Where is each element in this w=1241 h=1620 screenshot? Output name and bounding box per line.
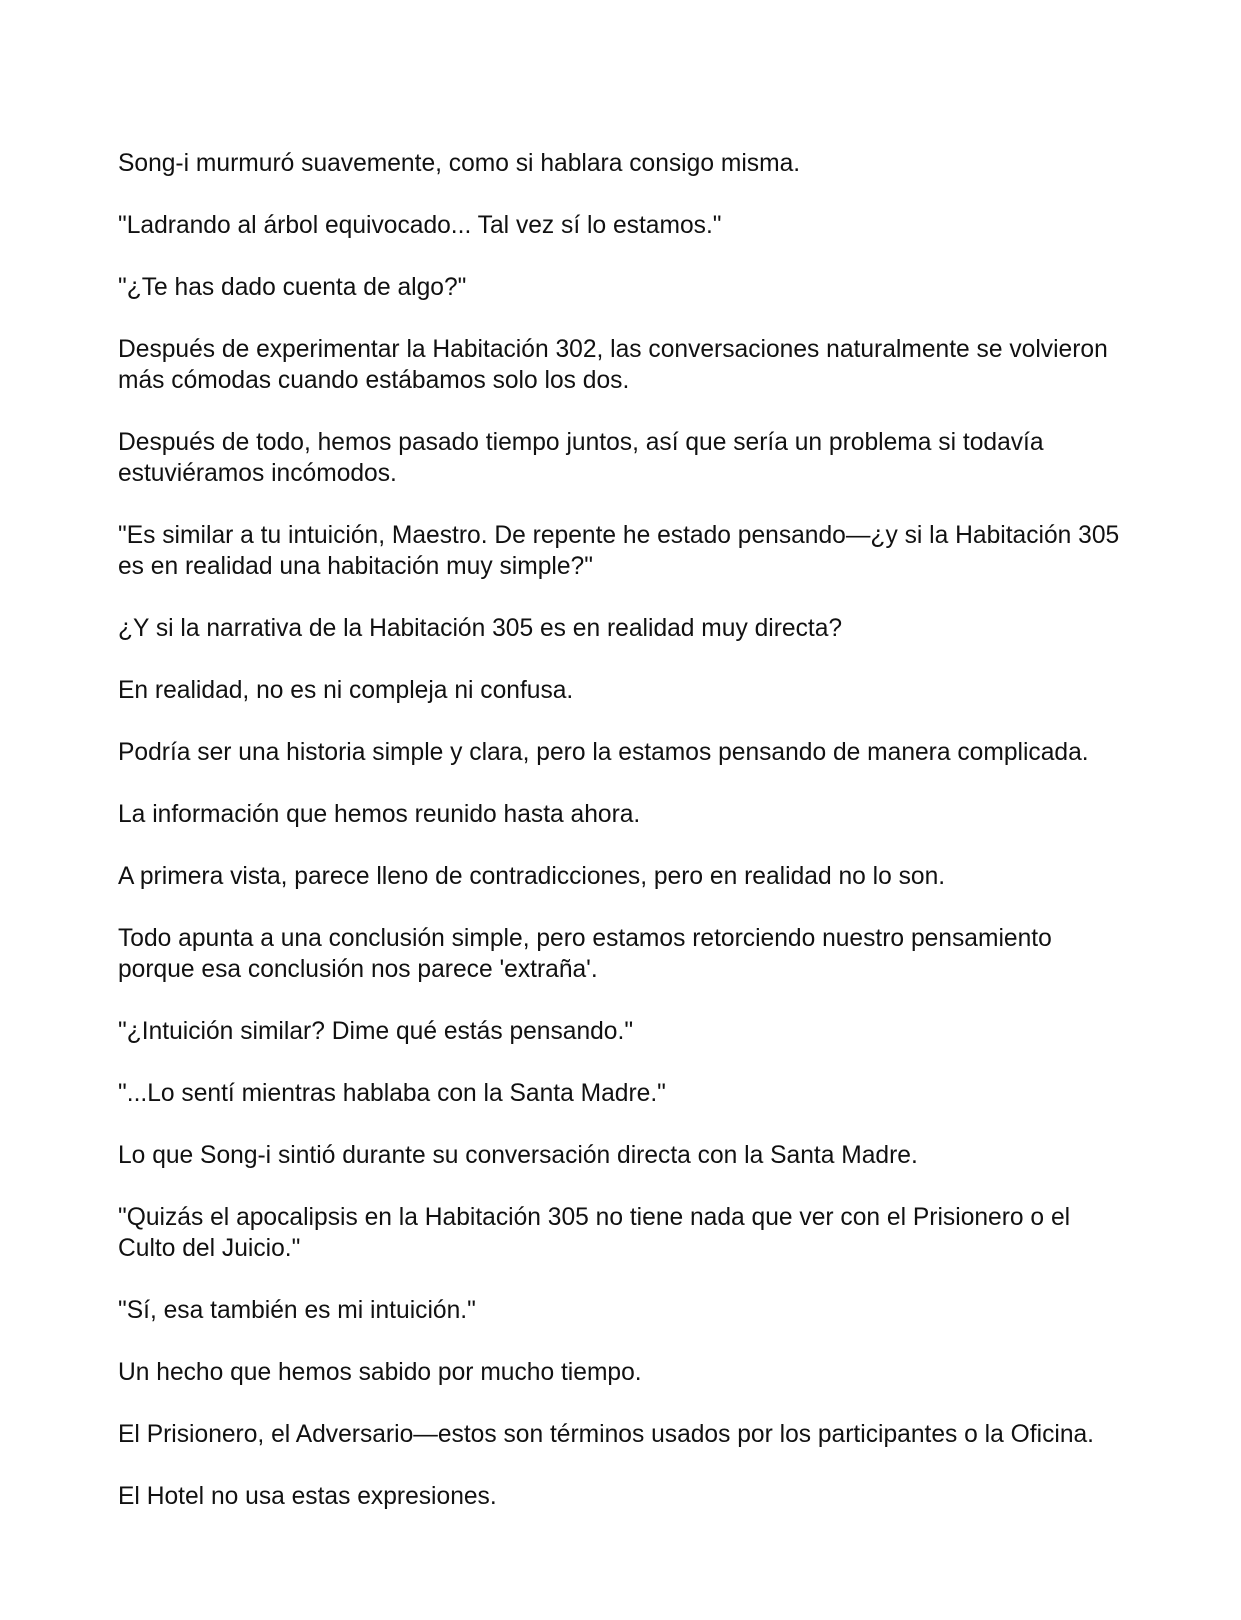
paragraph: "...Lo sentí mientras hablaba con la Santa Madre."	[118, 1080, 666, 1107]
paragraph: "Quizás el apocalipsis en la Habitación 305 no tiene nada que ver con el Prisionero o el Culto del Juicio."	[118, 1204, 1071, 1262]
paragraph: El Hotel no usa estas expresiones.	[118, 1483, 497, 1510]
paragraph: Todo apunta a una conclusión simple, pero estamos retorciendo nuestro pensamiento porque esa conclusión nos parece 'extraña'.	[118, 925, 1052, 983]
document-body	[118, 148, 1123, 1543]
paragraph: ¿Y si la narrativa de la Habitación 305 es en realidad muy directa?	[118, 615, 843, 642]
paragraph: "Es similar a tu intuición, Maestro. De repente he estado pensando—¿y si la Habitación 305 es en realidad una habitación muy simple?"	[118, 522, 1120, 580]
paragraph: Podría ser una historia simple y clara, pero la estamos pensando de manera complicada.	[118, 739, 1089, 766]
paragraph: "Ladrando al árbol equivocado... Tal vez sí lo estamos."	[118, 212, 722, 239]
paragraph: Lo que Song-i sintió durante su conversación directa con la Santa Madre.	[118, 1142, 918, 1169]
paragraph: "¿Te has dado cuenta de algo?"	[118, 274, 467, 301]
paragraph: "¿Intuición similar? Dime qué estás pensando."	[118, 1018, 634, 1045]
paragraph: Song-i murmuró suavemente, como si hablara consigo misma.	[118, 150, 801, 177]
paragraph: El Prisionero, el Adversario—estos son términos usados por los participantes o la Oficina.	[118, 1421, 1095, 1448]
paragraph: En realidad, no es ni compleja ni confusa.	[118, 677, 574, 704]
paragraph: Después de todo, hemos pasado tiempo juntos, así que sería un problema si todavía estuviéramos incómodos.	[118, 429, 1044, 487]
paragraph: Después de experimentar la Habitación 302, las conversaciones naturalmente se volvieron más cómodas cuando estábamos solo los dos.	[118, 336, 1108, 394]
paragraph: La información que hemos reunido hasta ahora.	[118, 801, 641, 828]
paragraph: A primera vista, parece lleno de contradicciones, pero en realidad no lo son.	[118, 863, 946, 890]
paragraph: "Sí, esa también es mi intuición."	[118, 1297, 476, 1324]
paragraph: Un hecho que hemos sabido por mucho tiempo.	[118, 1359, 642, 1386]
